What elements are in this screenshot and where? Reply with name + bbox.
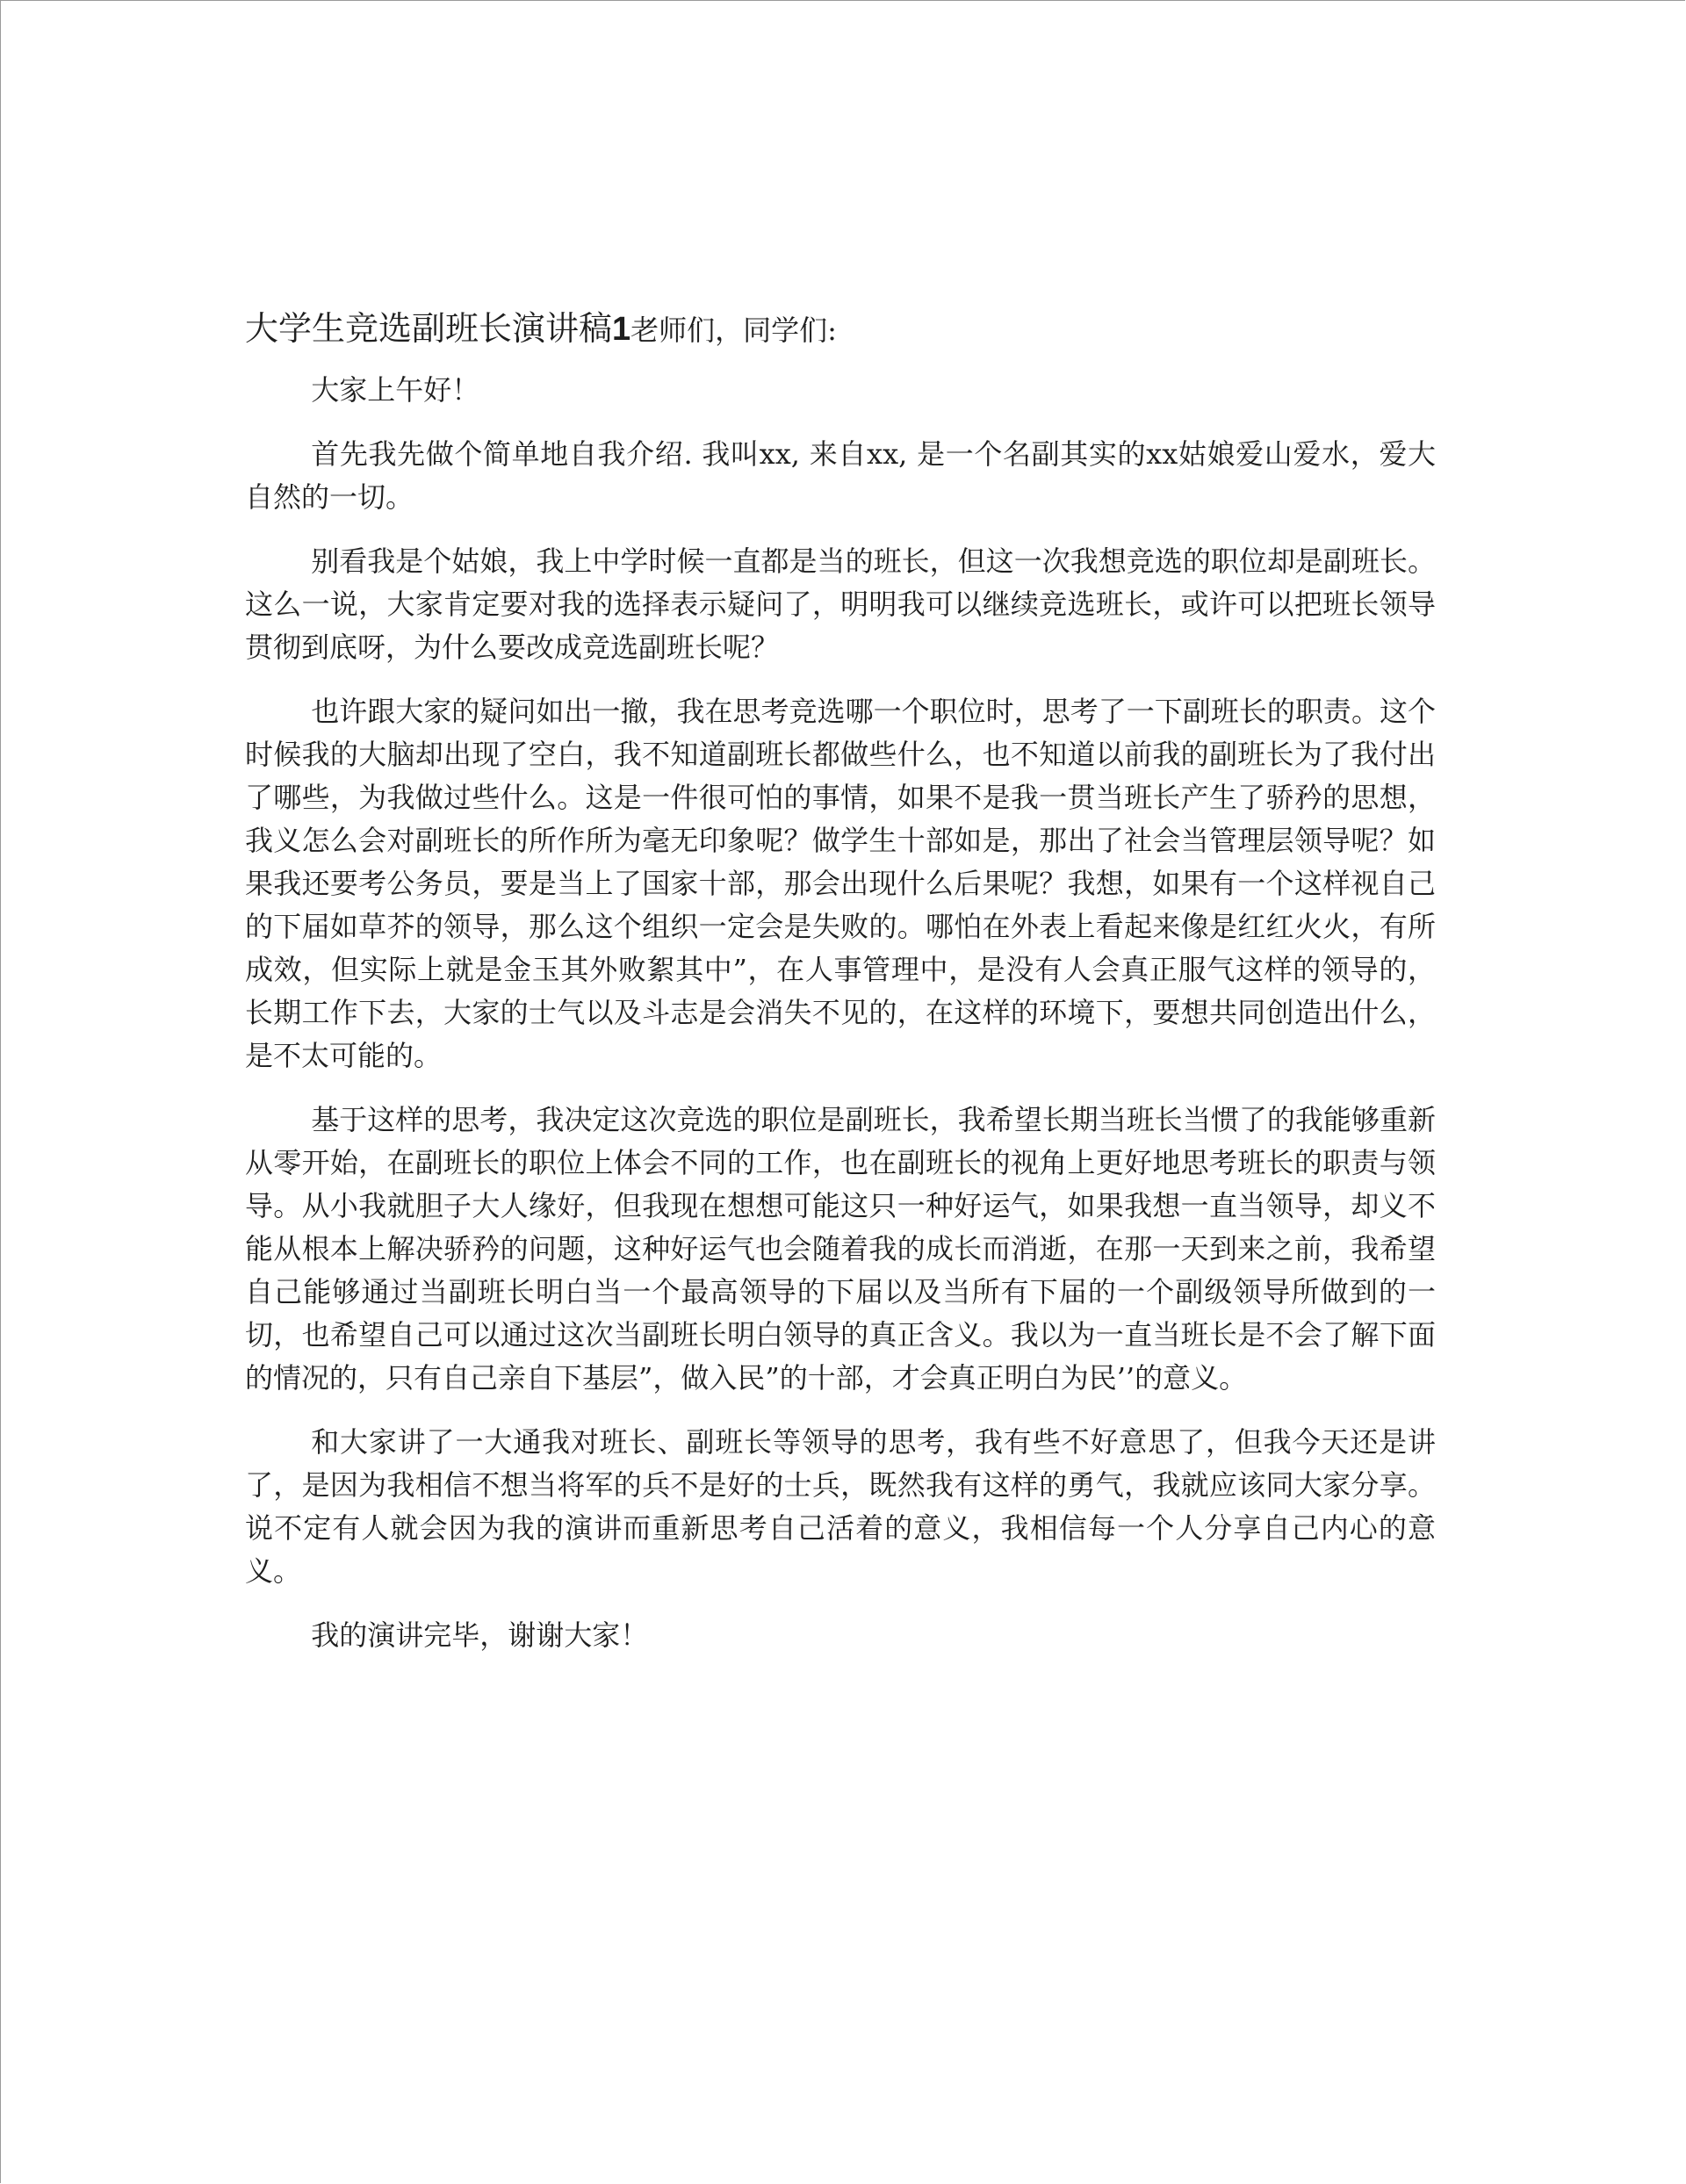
paragraph: 我的演讲完毕，谢谢大家！ <box>311 1618 649 1652</box>
paragraph: 和大家讲了一大通我对班长、副班长等领导的思考，我有些不好意思了，但我今天还是讲了，是因为我相信不想当将军的兵不是好的士兵，既然我有这样的勇气，我就应该同大家分享。说不定有人就会因为我的演讲而重新思考自己活着的意义，我相信每一个人分享自己内心的意义。 <box>245 1425 1436 1588</box>
document-title: 大学生竞选副班长演讲稿 <box>245 309 613 348</box>
document-body <box>245 302 1436 1678</box>
paragraph: 也许跟大家的疑问如出一撤，我在思考竞选哪一个职位时，思考了一下副班长的职责。这个时候我的大脑却出现了空白，我不知道副班长都做些什么，也不知道以前我的副班长为了我付出了哪些，为我做过些什么。这是一件很可怕的事情，如果不是我一贯当班长产生了骄矜的思想，我义怎么会对副班长的所作所为毫无印象呢？做学生十部如是，那出了社会当管理层领导呢？如果我还要考公务员，要是当上了国家十部，那会出现什么后果呢？我想，如果有一个这样视自己的下届如草芥的领导，那么这个组织一定会是失败的。哪怕在外表上看起来像是红红火火，有所成效，但实际上就是金玉其外败絮其中”，在人事管理中，是没有人会真正服气这样的领导的，长期工作下去，大家的士气以及斗志是会消失不见的，在这样的环境下，要想共同创造出什么，是不太可能的。 <box>245 695 1436 1072</box>
paragraph: 大家上午好！ <box>311 373 480 407</box>
document-title-number: 1 <box>612 311 631 348</box>
paragraph: 别看我是个姑娘，我上中学时候一直都是当的班长，但这一次我想竞选的职位却是副班长。这么一说，大家肯定要对我的选择表示疑问了，明明我可以继续竞选班长，或许可以把班长领导贯彻到底呀，为什么要改成竞选副班长呢？ <box>245 544 1436 664</box>
paragraph: 首先我先做个简单地自我介绍. 我叫xx, 来自xx, 是一个名副其实的xx姑娘爱山爱水，爱大自然的一切。 <box>245 437 1436 514</box>
title-line <box>245 302 1436 357</box>
paragraph: 基于这样的思考，我决定这次竞选的职位是副班长，我希望长期当班长当惯了的我能够重新从零开始，在副班长的职位上体会不同的工作，也在副班长的视角上更好地思考班长的职责与领导。从小我就胆子大人缘好，但我现在想想可能这只一种好运气，如果我想一直当领导，却义不能从根本上解决骄矜的问题，这种好运气也会随着我的成长而消逝，在那一天到来之前，我希望自己能够通过当副班长明白当一个最高领导的下届以及当所有下届的一个副级领导所做到的一切，也希望自己可以通过这次当副班长明白领导的真正含义。我以为一直当班长是不会了解下面的情况的，只有自己亲自下基层”，做入民”的十部，才会真正明白为民’’的意义。 <box>245 1103 1436 1395</box>
greeting: 老师们，同学们: <box>630 314 837 347</box>
